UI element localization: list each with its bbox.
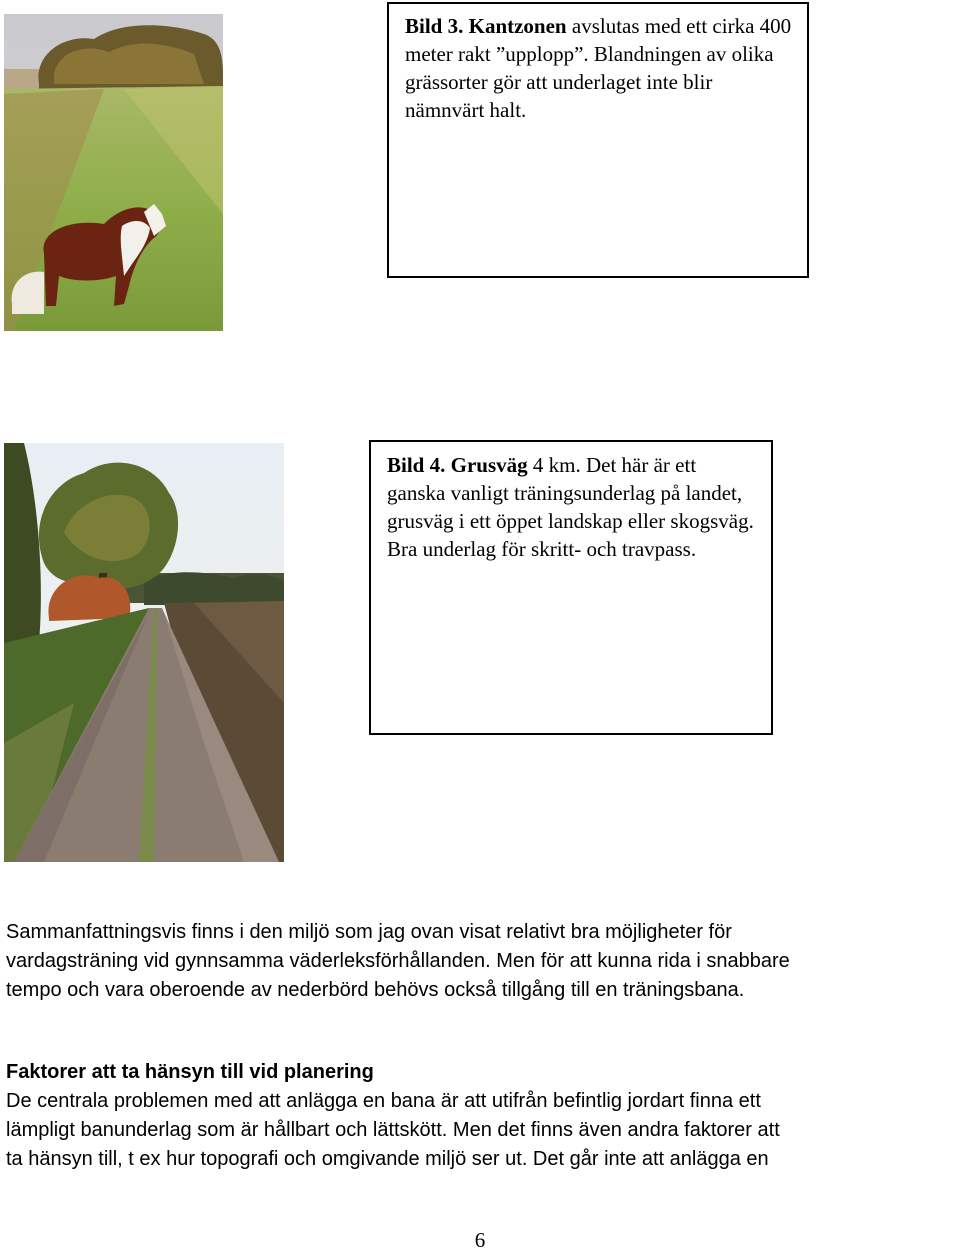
figure-label: Bild 3. bbox=[405, 14, 464, 38]
paragraph-line: De centrala problemen med att anlägga en bana är att utifrån befintlig jordart finna ett bbox=[6, 1090, 761, 1112]
caption-box-bild4 bbox=[369, 440, 773, 735]
section-planning bbox=[6, 1058, 958, 1174]
figure-name: Kantzonen bbox=[468, 14, 567, 38]
paragraph-line: vardagsträning vid gynnsamma väderleksförhållanden. Men för att kunna rida i snabbare bbox=[6, 950, 790, 972]
paragraph-line: lämpligt banunderlag som är hållbart och lättskött. Men det finns även andra faktorer att bbox=[6, 1119, 780, 1141]
section-heading: Faktorer att ta hänsyn till vid planering bbox=[6, 1061, 374, 1083]
photo-gravel-road bbox=[4, 443, 284, 862]
figure-caption-text: avslutas med ett cirka 400 meter rakt ”upplopp”. Blandningen av olika grässorter gör att underlaget inte blir nämnvärt halt. bbox=[405, 14, 792, 122]
paragraph-line: Sammanfattningsvis finns i den miljö som jag ovan visat relativt bra möjligheter för bbox=[6, 921, 732, 943]
paragraph-line: ta hänsyn till, t ex hur topografi och omgivande miljö ser ut. Det går inte att anlägga en bbox=[6, 1148, 769, 1170]
figure-label: Bild 4. bbox=[387, 453, 446, 477]
figure-name: Grusväg bbox=[450, 453, 528, 477]
page-number: 6 bbox=[474, 1228, 486, 1252]
photo-dog-grass bbox=[4, 14, 223, 331]
summary-paragraph bbox=[6, 918, 958, 1005]
figure-caption-text: 4 km. Det här är ett ganska vanligt träningsunderlag på landet, grusväg i ett öppet landskap eller skogsväg. Bra underlag för skritt- och travpass. bbox=[387, 453, 754, 561]
paragraph-line: tempo och vara oberoende av nederbörd behövs också tillgång till en träningsbana. bbox=[6, 979, 745, 1001]
caption-box-bild3 bbox=[387, 2, 809, 278]
